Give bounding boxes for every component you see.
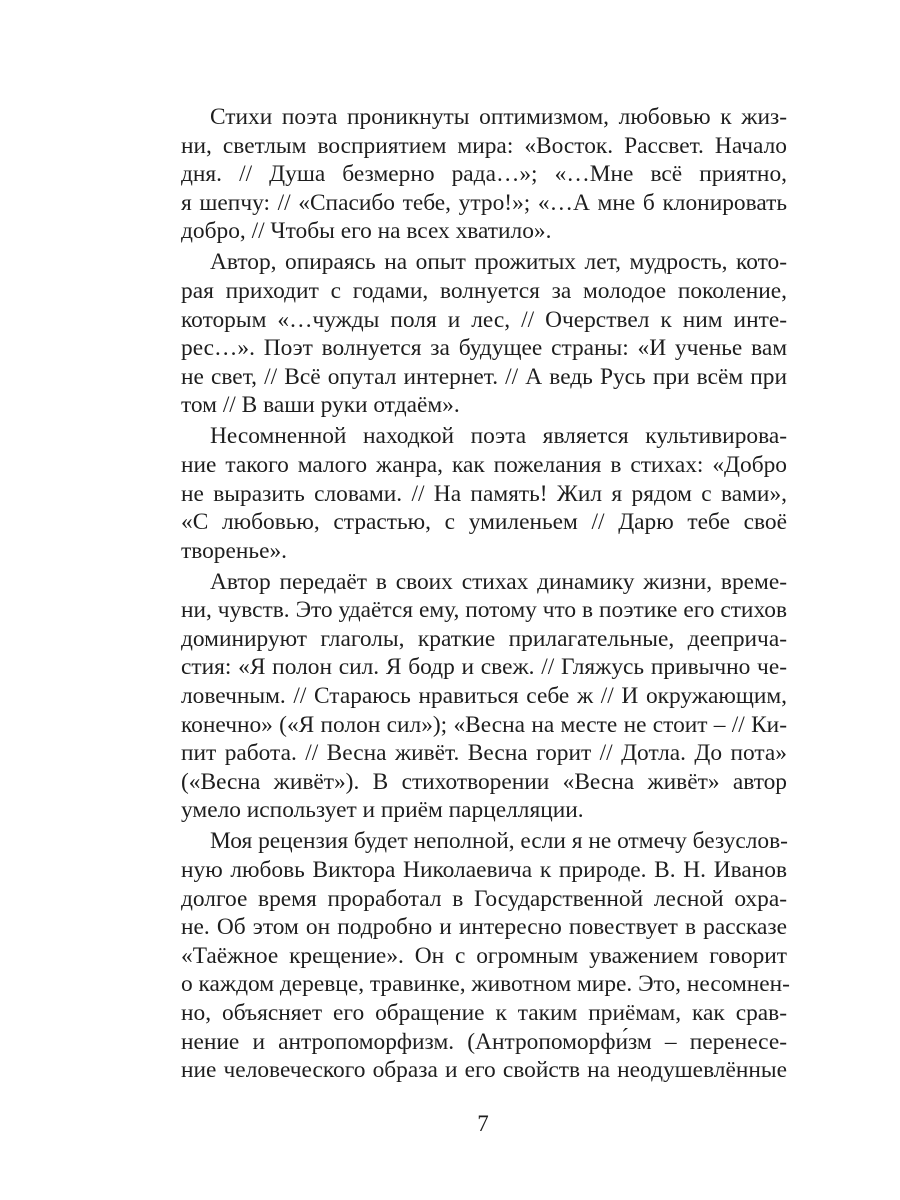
text-line: рес…». Поэт волнуется за будущее страны: «И ученье вам [181, 335, 787, 362]
paragraph [181, 103, 787, 246]
page-number: 7 [477, 1111, 489, 1136]
text-line: не выразить словами. // На память! Жил я рядом с вами», [181, 480, 787, 507]
text-line: («Весна живёт»). В стихотворении «Весна живёт» автор [181, 768, 787, 795]
text-line: ние человеческого образа и его свойств на неодушевлённые [181, 1057, 787, 1084]
text-line: ни, светлым восприятием мира: «Восток. Рассвет. Начало [181, 132, 787, 159]
text-line: пит работа. // Весна живёт. Весна горит // Дотла. До пота» [181, 740, 787, 767]
text-line: доминируют глаголы, краткие прилагательные, дееприча- [181, 625, 787, 652]
text-line: рая приходит с годами, волнуется за молодое поколение, [181, 277, 787, 304]
text-line: умело использует и приём парцелляции. [181, 797, 584, 824]
text-line: не. Об этом он подробно и интересно повествует в рассказе [181, 914, 787, 941]
text-line: но, объясняет его обращение к таким приёмам, как срав- [181, 999, 787, 1026]
text-line: Несомненной находкой поэта является культивирова- [210, 423, 787, 450]
text-line: «С любовью, страстью, с умиленьем // Дарю тебе своё [181, 509, 787, 536]
text-line: ловечным. // Стараюсь нравиться себе ж // И окружающим, [181, 683, 787, 710]
text-line: нение и антропоморфизм. (Антропоморфи́зм – перенесе- [181, 1028, 787, 1055]
text-line: долгое время проработал в Государственной лесной охра- [181, 885, 787, 912]
text-line: дня. // Душа безмерно рада…»; «…Мне всё приятно, [181, 161, 787, 188]
paragraph [181, 248, 787, 420]
text-line: Автор, опираясь на опыт прожитых лет, мудрость, кото- [210, 249, 787, 276]
text-line: ние такого малого жанра, как пожелания в стихах: «Добро [181, 451, 787, 478]
text-line: Стихи поэта проникнуты оптимизмом, любовью к жиз- [210, 104, 787, 130]
text-line: Моя рецензия будет неполной, если я не отмечу безуслов- [210, 828, 788, 855]
paragraph [181, 827, 790, 1084]
text-line: добро, // Чтобы его на всех хватило». [181, 218, 552, 245]
paragraph [181, 568, 787, 825]
text-line: «Таёжное крещение». Он с огромным уважением говорит [181, 942, 787, 969]
text-line: конечно» («Я полон сил»); «Весна на месте не стоит – // Ки- [181, 711, 787, 738]
text-line: ни, чувств. Это удаётся ему, потому что в поэтике его стихов [181, 597, 787, 624]
text-line: о каждом деревце, травинке, животном мире. Это, несомнен- [181, 971, 790, 998]
text-line: стия: «Я полон сил. Я бодр и свеж. // Гляжусь привычно че- [181, 654, 787, 681]
text-line: Автор передаёт в своих стихах динамику жизни, време- [210, 568, 787, 595]
text-line: ную любовь Виктора Николаевича к природе. В. Н. Иванов [181, 857, 787, 883]
text-line: не свет, // Всё опутал интернет. // А ведь Русь при всём при [181, 363, 787, 390]
body-text [181, 103, 790, 1087]
paragraph [181, 422, 787, 565]
text-line: я шепчу: // «Спасибо тебе, утро!»; «…А мне б клонировать [181, 189, 787, 216]
text-line: том // В ваши руки отдаём». [181, 392, 460, 419]
text-line: которым «…чужды поля и лес, // Очерствел к ним инте- [181, 306, 787, 333]
text-line: творенье». [181, 537, 287, 564]
